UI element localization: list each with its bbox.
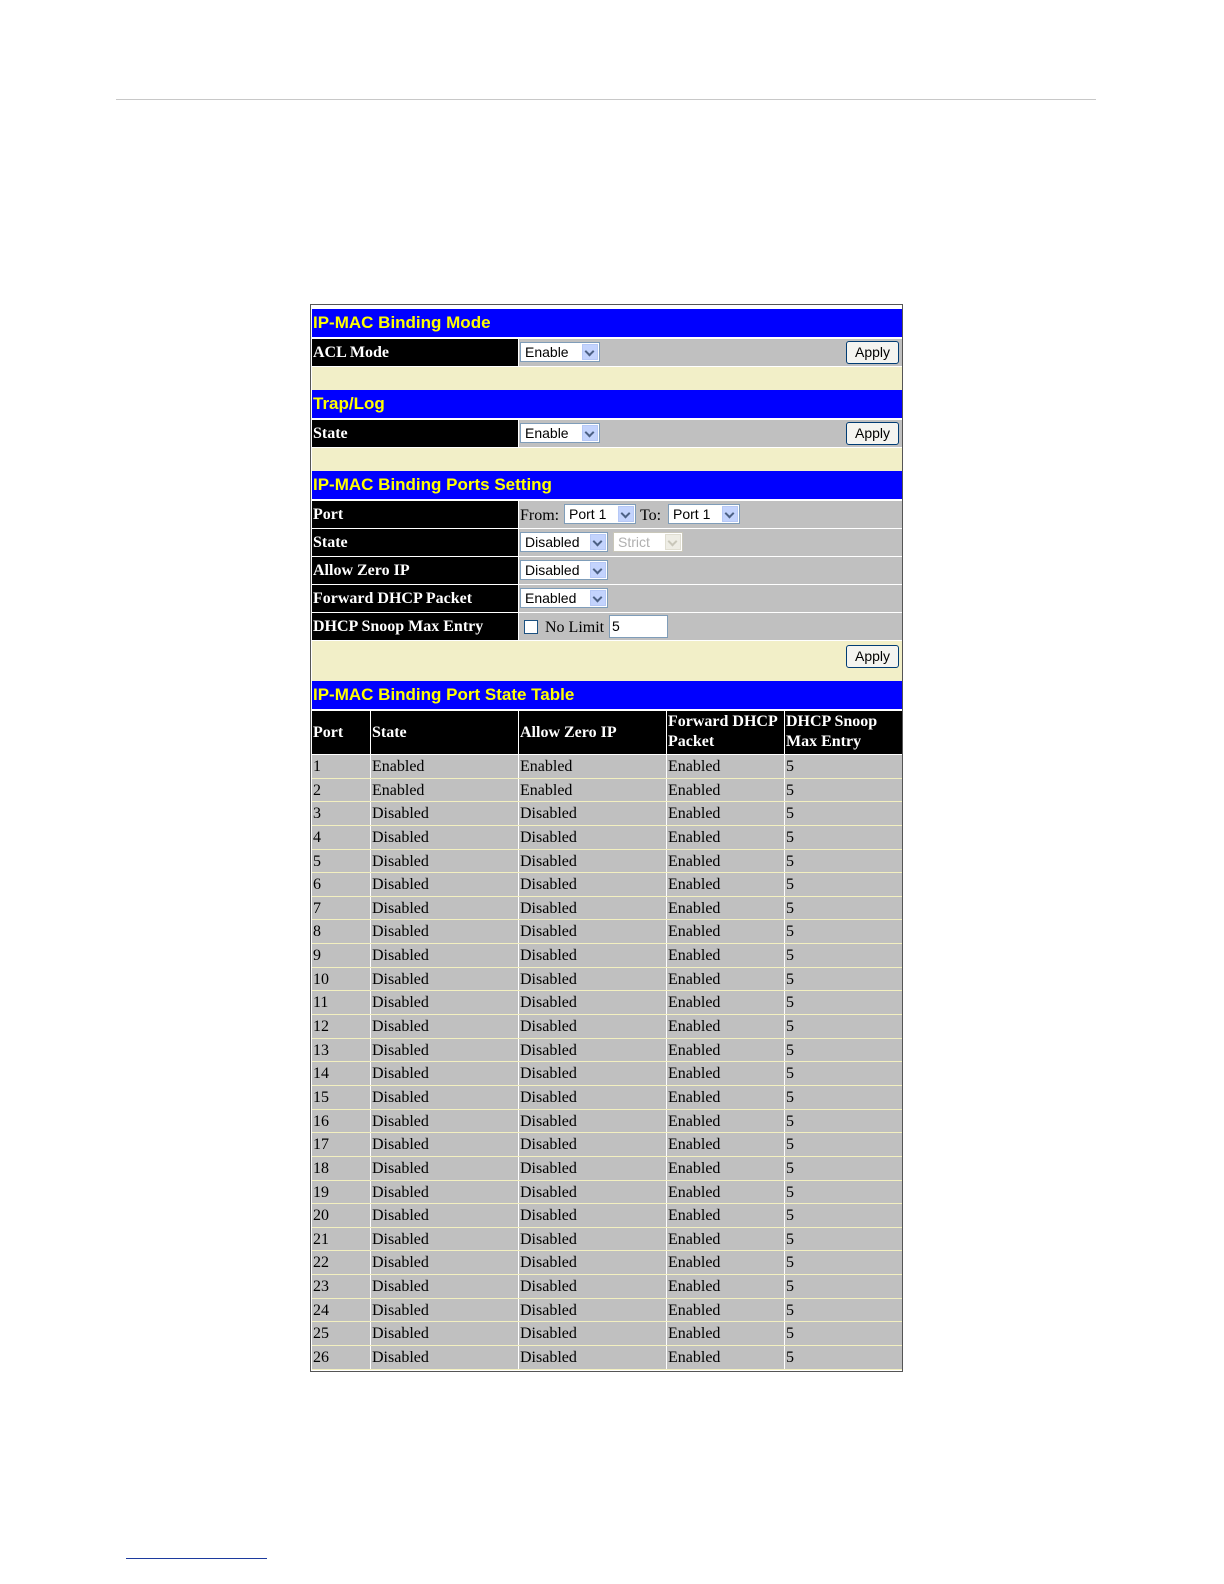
acl-mode-cell — [519, 339, 902, 366]
cell-forward-dhcp: Enabled — [667, 755, 784, 778]
table-row — [312, 826, 902, 850]
table-row — [312, 755, 902, 779]
col-header-forward-dhcp: Forward DHCP Packet — [667, 711, 784, 754]
top-rule — [116, 99, 1096, 100]
cell-dhcp-snoop: 5 — [785, 826, 902, 849]
ip-mac-binding-panel — [310, 304, 903, 1372]
table-row — [312, 897, 902, 921]
cell-forward-dhcp: Enabled — [667, 1086, 784, 1109]
dhcp-snoop-cell — [519, 613, 902, 640]
table-row — [312, 802, 902, 826]
cell-allow-zero-ip: Disabled — [519, 1015, 666, 1038]
cell-allow-zero-ip: Disabled — [519, 826, 666, 849]
cell-port: 10 — [312, 968, 370, 991]
no-limit-checkbox[interactable] — [524, 620, 538, 634]
table-row — [312, 1299, 902, 1323]
cell-dhcp-snoop: 5 — [785, 755, 902, 778]
trap-log-state-select[interactable] — [520, 423, 600, 443]
cell-port: 2 — [312, 779, 370, 802]
cell-dhcp-snoop: 5 — [785, 1204, 902, 1227]
cell-state: Disabled — [371, 850, 518, 873]
cell-allow-zero-ip: Disabled — [519, 1275, 666, 1298]
cell-forward-dhcp: Enabled — [667, 920, 784, 943]
table-row — [312, 1157, 902, 1181]
cell-port: 15 — [312, 1086, 370, 1109]
cell-state: Enabled — [371, 755, 518, 778]
binding-mode-value: Strict — [618, 534, 650, 550]
table-row — [312, 1181, 902, 1205]
cell-dhcp-snoop: 5 — [785, 1299, 902, 1322]
chevron-down-icon — [722, 506, 738, 522]
table-row — [312, 1133, 902, 1157]
table-row — [312, 1228, 902, 1252]
cell-port: 4 — [312, 826, 370, 849]
cell-allow-zero-ip: Disabled — [519, 1299, 666, 1322]
trap-log-apply-button[interactable]: Apply — [846, 422, 899, 445]
cell-forward-dhcp: Enabled — [667, 1204, 784, 1227]
forward-dhcp-select[interactable] — [520, 588, 608, 608]
cell-allow-zero-ip: Disabled — [519, 1157, 666, 1180]
cell-state: Disabled — [371, 968, 518, 991]
cell-state: Disabled — [371, 1346, 518, 1369]
cell-allow-zero-ip: Disabled — [519, 1110, 666, 1133]
table-row — [312, 1039, 902, 1063]
cell-port: 8 — [312, 920, 370, 943]
cell-dhcp-snoop: 5 — [785, 1346, 902, 1369]
table-row — [312, 944, 902, 968]
cell-allow-zero-ip: Disabled — [519, 1039, 666, 1062]
col-header-port: Port — [312, 711, 370, 754]
cell-dhcp-snoop: 5 — [785, 873, 902, 896]
cell-forward-dhcp: Enabled — [667, 873, 784, 896]
state-table-header — [312, 711, 902, 755]
cell-dhcp-snoop: 5 — [785, 1275, 902, 1298]
cell-allow-zero-ip: Disabled — [519, 1204, 666, 1227]
table-row — [312, 850, 902, 874]
chevron-down-icon — [590, 590, 606, 606]
cell-dhcp-snoop: 5 — [785, 1251, 902, 1274]
cell-state: Disabled — [371, 1133, 518, 1156]
cell-state: Disabled — [371, 920, 518, 943]
chevron-down-icon — [590, 562, 606, 578]
dhcp-snoop-row — [312, 613, 902, 641]
cell-allow-zero-ip: Disabled — [519, 1322, 666, 1345]
cell-allow-zero-ip: Disabled — [519, 1228, 666, 1251]
cell-state: Disabled — [371, 1228, 518, 1251]
cell-dhcp-snoop: 5 — [785, 968, 902, 991]
cell-allow-zero-ip: Disabled — [519, 1062, 666, 1085]
table-row — [312, 1086, 902, 1110]
cell-forward-dhcp: Enabled — [667, 1251, 784, 1274]
cell-allow-zero-ip: Disabled — [519, 1133, 666, 1156]
cell-state: Disabled — [371, 1062, 518, 1085]
cell-state: Disabled — [371, 1275, 518, 1298]
cell-forward-dhcp: Enabled — [667, 1110, 784, 1133]
cell-forward-dhcp: Enabled — [667, 802, 784, 825]
table-row — [312, 1110, 902, 1134]
cell-state: Disabled — [371, 1086, 518, 1109]
cell-allow-zero-ip: Enabled — [519, 779, 666, 802]
cell-dhcp-snoop: 5 — [785, 1322, 902, 1345]
cell-port: 19 — [312, 1181, 370, 1204]
cell-port: 1 — [312, 755, 370, 778]
chevron-down-icon — [665, 534, 681, 550]
forward-dhcp-label: Forward DHCP Packet — [312, 585, 518, 612]
cell-port: 24 — [312, 1299, 370, 1322]
cell-state: Disabled — [371, 826, 518, 849]
state-table-title: IP-MAC Binding Port State Table — [312, 681, 902, 709]
cell-state: Disabled — [371, 1157, 518, 1180]
chevron-down-icon — [582, 344, 598, 360]
col-header-dhcp-snoop: DHCP Snoop Max Entry — [785, 711, 902, 754]
cell-dhcp-snoop: 5 — [785, 1039, 902, 1062]
cell-dhcp-snoop: 5 — [785, 1133, 902, 1156]
table-row — [312, 920, 902, 944]
cell-allow-zero-ip: Disabled — [519, 1251, 666, 1274]
trap-log-state-row — [312, 420, 902, 448]
port-range-cell — [519, 501, 902, 528]
cell-forward-dhcp: Enabled — [667, 1062, 784, 1085]
cell-dhcp-snoop: 5 — [785, 779, 902, 802]
cell-dhcp-snoop: 5 — [785, 1015, 902, 1038]
cell-forward-dhcp: Enabled — [667, 850, 784, 873]
cell-state: Disabled — [371, 1015, 518, 1038]
port-state-row — [312, 529, 902, 557]
chevron-down-icon — [590, 534, 606, 550]
cell-state: Disabled — [371, 897, 518, 920]
dhcp-snoop-max-input[interactable]: 5 — [609, 615, 668, 638]
cell-allow-zero-ip: Disabled — [519, 920, 666, 943]
cell-port: 23 — [312, 1275, 370, 1298]
cell-port: 3 — [312, 802, 370, 825]
cell-port: 22 — [312, 1251, 370, 1274]
cell-forward-dhcp: Enabled — [667, 779, 784, 802]
cell-dhcp-snoop: 5 — [785, 850, 902, 873]
trap-log-state-cell — [519, 420, 902, 447]
footer-link-rule — [126, 1558, 267, 1559]
allow-zero-ip-value: Disabled — [525, 562, 580, 578]
cell-state: Disabled — [371, 944, 518, 967]
cell-state: Enabled — [371, 779, 518, 802]
acl-mode-row — [312, 339, 902, 367]
cell-forward-dhcp: Enabled — [667, 1346, 784, 1369]
allow-zero-ip-label: Allow Zero IP — [312, 557, 518, 584]
cell-forward-dhcp: Enabled — [667, 1181, 784, 1204]
binding-mode-select — [613, 532, 683, 552]
to-label: To: — [640, 507, 662, 524]
cell-forward-dhcp: Enabled — [667, 826, 784, 849]
table-row — [312, 1251, 902, 1275]
chevron-down-icon — [618, 506, 634, 522]
cell-dhcp-snoop: 5 — [785, 1181, 902, 1204]
table-row — [312, 1015, 902, 1039]
cell-allow-zero-ip: Enabled — [519, 755, 666, 778]
cell-port: 25 — [312, 1322, 370, 1345]
cell-port: 7 — [312, 897, 370, 920]
col-header-allow-zero-ip: Allow Zero IP — [519, 711, 666, 754]
ports-apply-bar — [312, 641, 902, 681]
cell-dhcp-snoop: 5 — [785, 944, 902, 967]
allow-zero-ip-select[interactable] — [520, 560, 608, 580]
cell-state: Disabled — [371, 1299, 518, 1322]
forward-dhcp-cell — [519, 585, 902, 612]
acl-mode-label: ACL Mode — [312, 339, 518, 366]
cell-dhcp-snoop: 5 — [785, 802, 902, 825]
trap-log-state-label: State — [312, 420, 518, 447]
table-row — [312, 968, 902, 992]
table-row — [312, 1346, 902, 1370]
no-limit-label: No Limit — [545, 619, 605, 636]
cell-port: 14 — [312, 1062, 370, 1085]
table-row — [312, 1204, 902, 1228]
acl-mode-value: Enable — [525, 344, 569, 360]
cell-state: Disabled — [371, 1181, 518, 1204]
trap-log-state-value: Enable — [525, 425, 569, 441]
cell-port: 18 — [312, 1157, 370, 1180]
cell-forward-dhcp: Enabled — [667, 991, 784, 1014]
dhcp-snoop-label: DHCP Snoop Max Entry — [312, 613, 518, 640]
state-table-body — [312, 755, 902, 1370]
cell-port: 6 — [312, 873, 370, 896]
spacer — [312, 367, 902, 390]
cell-dhcp-snoop: 5 — [785, 1110, 902, 1133]
cell-dhcp-snoop: 5 — [785, 1086, 902, 1109]
port-range-row — [312, 501, 902, 529]
trap-log-title: Trap/Log — [312, 390, 902, 418]
cell-allow-zero-ip: Disabled — [519, 944, 666, 967]
to-port-value: Port 1 — [673, 506, 711, 522]
cell-forward-dhcp: Enabled — [667, 1275, 784, 1298]
cell-allow-zero-ip: Disabled — [519, 1181, 666, 1204]
table-row — [312, 991, 902, 1015]
cell-dhcp-snoop: 5 — [785, 1228, 902, 1251]
cell-port: 26 — [312, 1346, 370, 1369]
allow-zero-ip-row — [312, 557, 902, 585]
port-state-cell — [519, 529, 902, 556]
table-row — [312, 1062, 902, 1086]
chevron-down-icon — [582, 425, 598, 441]
binding-mode-title: IP-MAC Binding Mode — [312, 309, 902, 337]
cell-port: 12 — [312, 1015, 370, 1038]
port-label: Port — [312, 501, 518, 528]
allow-zero-ip-cell — [519, 557, 902, 584]
cell-port: 5 — [312, 850, 370, 873]
cell-state: Disabled — [371, 1204, 518, 1227]
cell-port: 20 — [312, 1204, 370, 1227]
binding-mode-apply-button[interactable]: Apply — [846, 341, 899, 364]
from-label: From: — [520, 507, 560, 524]
cell-port: 17 — [312, 1133, 370, 1156]
cell-dhcp-snoop: 5 — [785, 897, 902, 920]
table-row — [312, 1275, 902, 1299]
from-port-select[interactable] — [564, 504, 636, 524]
cell-dhcp-snoop: 5 — [785, 1062, 902, 1085]
cell-allow-zero-ip: Disabled — [519, 991, 666, 1014]
port-state-value: Disabled — [525, 534, 580, 550]
cell-port: 21 — [312, 1228, 370, 1251]
cell-forward-dhcp: Enabled — [667, 968, 784, 991]
cell-port: 16 — [312, 1110, 370, 1133]
table-row — [312, 779, 902, 803]
cell-forward-dhcp: Enabled — [667, 944, 784, 967]
table-row — [312, 873, 902, 897]
port-state-label: State — [312, 529, 518, 556]
cell-dhcp-snoop: 5 — [785, 920, 902, 943]
cell-forward-dhcp: Enabled — [667, 1039, 784, 1062]
cell-forward-dhcp: Enabled — [667, 1322, 784, 1345]
cell-state: Disabled — [371, 802, 518, 825]
ports-setting-apply-button[interactable]: Apply — [846, 645, 899, 668]
table-row — [312, 1322, 902, 1346]
cell-state: Disabled — [371, 1110, 518, 1133]
cell-port: 13 — [312, 1039, 370, 1062]
cell-state: Disabled — [371, 991, 518, 1014]
cell-port: 11 — [312, 991, 370, 1014]
cell-forward-dhcp: Enabled — [667, 1299, 784, 1322]
cell-allow-zero-ip: Disabled — [519, 968, 666, 991]
cell-dhcp-snoop: 5 — [785, 991, 902, 1014]
cell-forward-dhcp: Enabled — [667, 1133, 784, 1156]
to-port-select[interactable] — [668, 504, 740, 524]
cell-port: 9 — [312, 944, 370, 967]
cell-allow-zero-ip: Disabled — [519, 1346, 666, 1369]
cell-state: Disabled — [371, 1251, 518, 1274]
cell-allow-zero-ip: Disabled — [519, 1086, 666, 1109]
col-header-state: State — [371, 711, 518, 754]
forward-dhcp-value: Enabled — [525, 590, 577, 606]
from-port-value: Port 1 — [569, 506, 607, 522]
cell-allow-zero-ip: Disabled — [519, 850, 666, 873]
spacer — [312, 448, 902, 471]
cell-allow-zero-ip: Disabled — [519, 897, 666, 920]
cell-forward-dhcp: Enabled — [667, 1157, 784, 1180]
cell-state: Disabled — [371, 1322, 518, 1345]
cell-state: Disabled — [371, 1039, 518, 1062]
cell-forward-dhcp: Enabled — [667, 1228, 784, 1251]
cell-allow-zero-ip: Disabled — [519, 873, 666, 896]
forward-dhcp-row — [312, 585, 902, 613]
cell-forward-dhcp: Enabled — [667, 1015, 784, 1038]
cell-allow-zero-ip: Disabled — [519, 802, 666, 825]
acl-mode-select[interactable] — [520, 342, 600, 362]
port-state-select[interactable] — [520, 532, 608, 552]
cell-forward-dhcp: Enabled — [667, 897, 784, 920]
ports-setting-title: IP-MAC Binding Ports Setting — [312, 471, 902, 499]
cell-dhcp-snoop: 5 — [785, 1157, 902, 1180]
cell-state: Disabled — [371, 873, 518, 896]
